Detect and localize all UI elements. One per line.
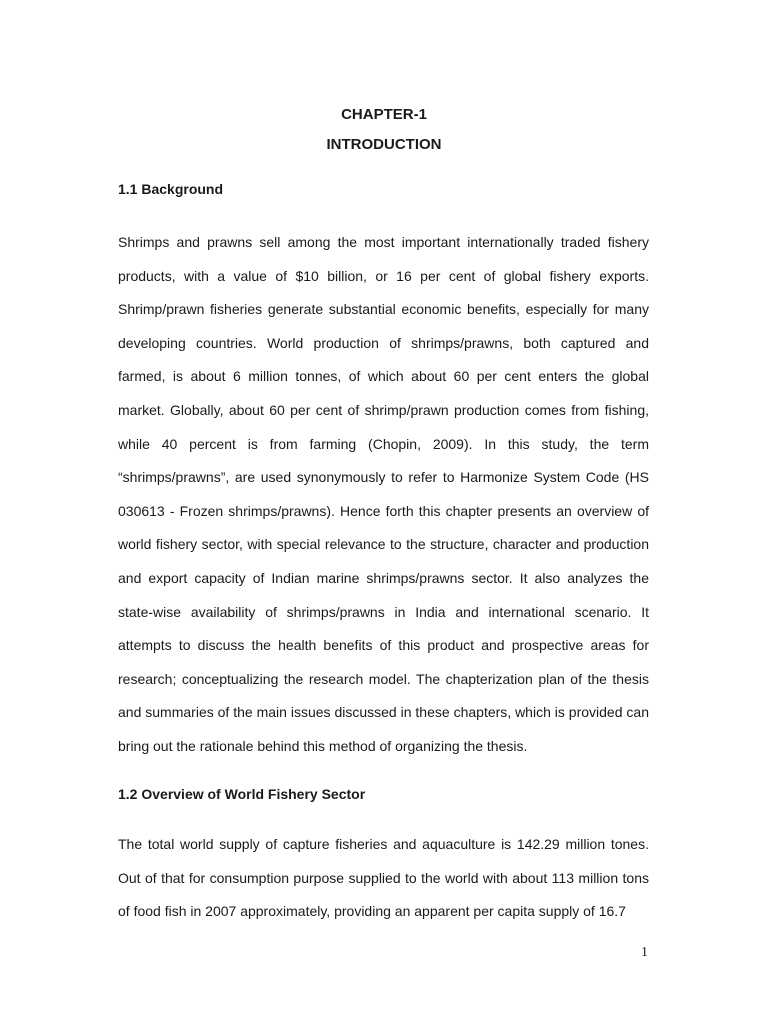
- world-fishery-paragraph: The total world supply of capture fisheries and aquaculture is 142.29 million tones. Out of that for consumption purpose supplied to the world with about 113 million tons of food fish in 2007 approximately, providing an apparent per capita supply of 16.7: [118, 836, 649, 920]
- chapter-title: INTRODUCTION: [326, 136, 442, 153]
- section-heading-world-fishery: 1.2 Overview of World Fishery Sector: [118, 786, 366, 802]
- background-paragraph: Shrimps and prawns sell among the most important internationally traded fishery products, with a value of $10 billion, or 16 per cent of global fishery exports. Shrimp/prawn fisheries generate substantial economic benefits, especially for many developing countries. World production of shrimps/prawns, both captured and farmed, is about 6 million tonnes, of which about 60 per cent enters the global market. Globally, about 60 per cent of shrimp/prawn production comes from fishing, while 40 percent is from farming (Chopin, 2009). In this study, the term “shrimps/prawns”, are used synonymously to refer to Harmonize System Code (HS 030613 - Frozen shrimps/prawns). Hence forth this chapter presents an overview of world fishery sector, with special relevance to the structure, character and production and export capacity of Indian marine shrimps/prawns sector. It also analyzes the state-wise availability of shrimps/prawns in India and international scenario. It attempts to discuss the health benefits of this product and prospective areas for research; conceptualizing the research model. The chapterization plan of the thesis and summaries of the main issues discussed in these chapters, which is provided can bring out the rationale behind this method of organizing the thesis.: [118, 234, 649, 754]
- chapter-number: CHAPTER-1: [341, 106, 427, 123]
- page-number: 1: [641, 945, 648, 960]
- section-heading-background: 1.1 Background: [118, 181, 224, 197]
